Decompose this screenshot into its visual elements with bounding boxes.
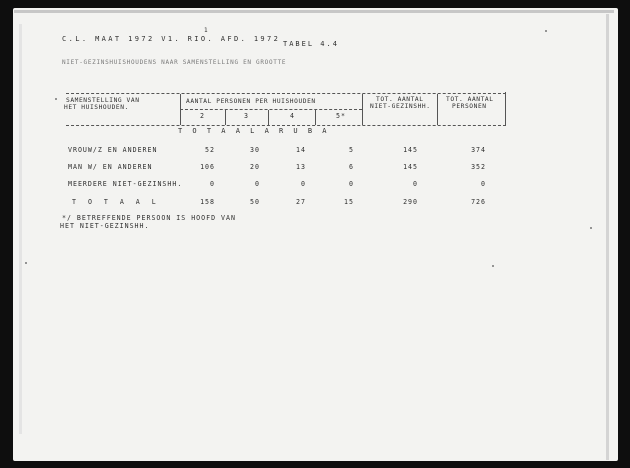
cell-size-5plus: 15: [344, 198, 354, 206]
table-label: TABEL 4.4: [283, 40, 339, 48]
row-label: VROUW/Z EN ANDEREN: [68, 146, 158, 154]
section-label: T O T A A L A R U B A: [178, 127, 330, 135]
speck: [545, 30, 547, 32]
col-header-size-4: 4: [290, 112, 295, 120]
page-top-edge: [14, 10, 614, 13]
cell-total-hh: 145: [403, 146, 418, 154]
column-divider: [437, 94, 438, 125]
cell-total-persons: 0: [481, 180, 486, 188]
column-divider: [225, 110, 226, 125]
col-header-size-3: 3: [244, 112, 249, 120]
document-page: [13, 8, 618, 461]
col-header-size-2: 2: [200, 112, 205, 120]
col-header-composition: SAMENSTELLING VAN: [66, 97, 140, 104]
speck: [25, 262, 27, 264]
footnote-2: HET NIET-GEZINSHH.: [60, 222, 150, 230]
col-header-composition-2: HET HUISHOUDEN.: [64, 104, 129, 111]
table-header-rule: [66, 125, 506, 126]
col-header-total-persons: TOT. AANTAL: [446, 96, 494, 103]
column-divider: [268, 110, 269, 125]
cell-size-3: 0: [255, 180, 260, 188]
table-subtitle: NIET-GEZINSHUISHOUDENS NAAR SAMENSTELLING EN GROOTTE: [62, 59, 287, 66]
cell-total-hh: 145: [403, 163, 418, 171]
cell-size-4: 13: [296, 163, 306, 171]
cell-size-3: 50: [250, 198, 260, 206]
col-header-total-hh: TOT. AANTAL: [376, 96, 424, 103]
column-divider: [362, 94, 363, 125]
row-label: MAN W/ EN ANDEREN: [68, 163, 153, 171]
cell-size-3: 20: [250, 163, 260, 171]
cell-total-hh: 0: [413, 180, 418, 188]
header-reference-line: C.L. MAAT 1972 V1. RIO. AFD. 1972: [62, 35, 281, 43]
cell-size-4: 27: [296, 198, 306, 206]
cell-size-4: 0: [301, 180, 306, 188]
speck: [55, 98, 57, 100]
cell-size-3: 30: [250, 146, 260, 154]
column-divider: [315, 110, 316, 125]
row-label: MEERDERE NIET-GEZINSHH.: [68, 180, 183, 188]
cell-size-2: 158: [200, 198, 215, 206]
col-header-size-5plus: 5*: [336, 112, 346, 120]
cell-size-5plus: 0: [349, 180, 354, 188]
cell-size-2: 106: [200, 163, 215, 171]
speck: [590, 227, 592, 229]
col-header-persons-group: AANTAL PERSONEN PER HUISHOUDEN: [186, 98, 316, 105]
column-divider: [505, 92, 506, 125]
cell-total-persons: 374: [471, 146, 486, 154]
cell-size-2: 52: [205, 146, 215, 154]
cell-size-2: 0: [210, 180, 215, 188]
row-label-total: T O T A A L: [72, 198, 160, 206]
binder-shadow: [19, 24, 22, 434]
table-top-rule: [66, 93, 506, 94]
cell-size-5plus: 5: [349, 146, 354, 154]
persons-group-rule: [180, 109, 362, 110]
cell-total-hh: 290: [403, 198, 418, 206]
column-divider: [180, 94, 181, 125]
cell-size-5plus: 6: [349, 163, 354, 171]
col-header-total-hh-2: NIET-GEZINSHH.: [370, 103, 431, 110]
page-right-edge: [606, 14, 609, 460]
cell-size-4: 14: [296, 146, 306, 154]
cell-total-persons: 352: [471, 163, 486, 171]
cell-total-persons: 726: [471, 198, 486, 206]
header-mark: 1: [204, 27, 209, 34]
col-header-total-persons-2: PERSONEN: [452, 103, 487, 110]
footnote: */ BETREFFENDE PERSOON IS HOOFD VAN: [62, 214, 236, 222]
speck: [492, 265, 494, 267]
